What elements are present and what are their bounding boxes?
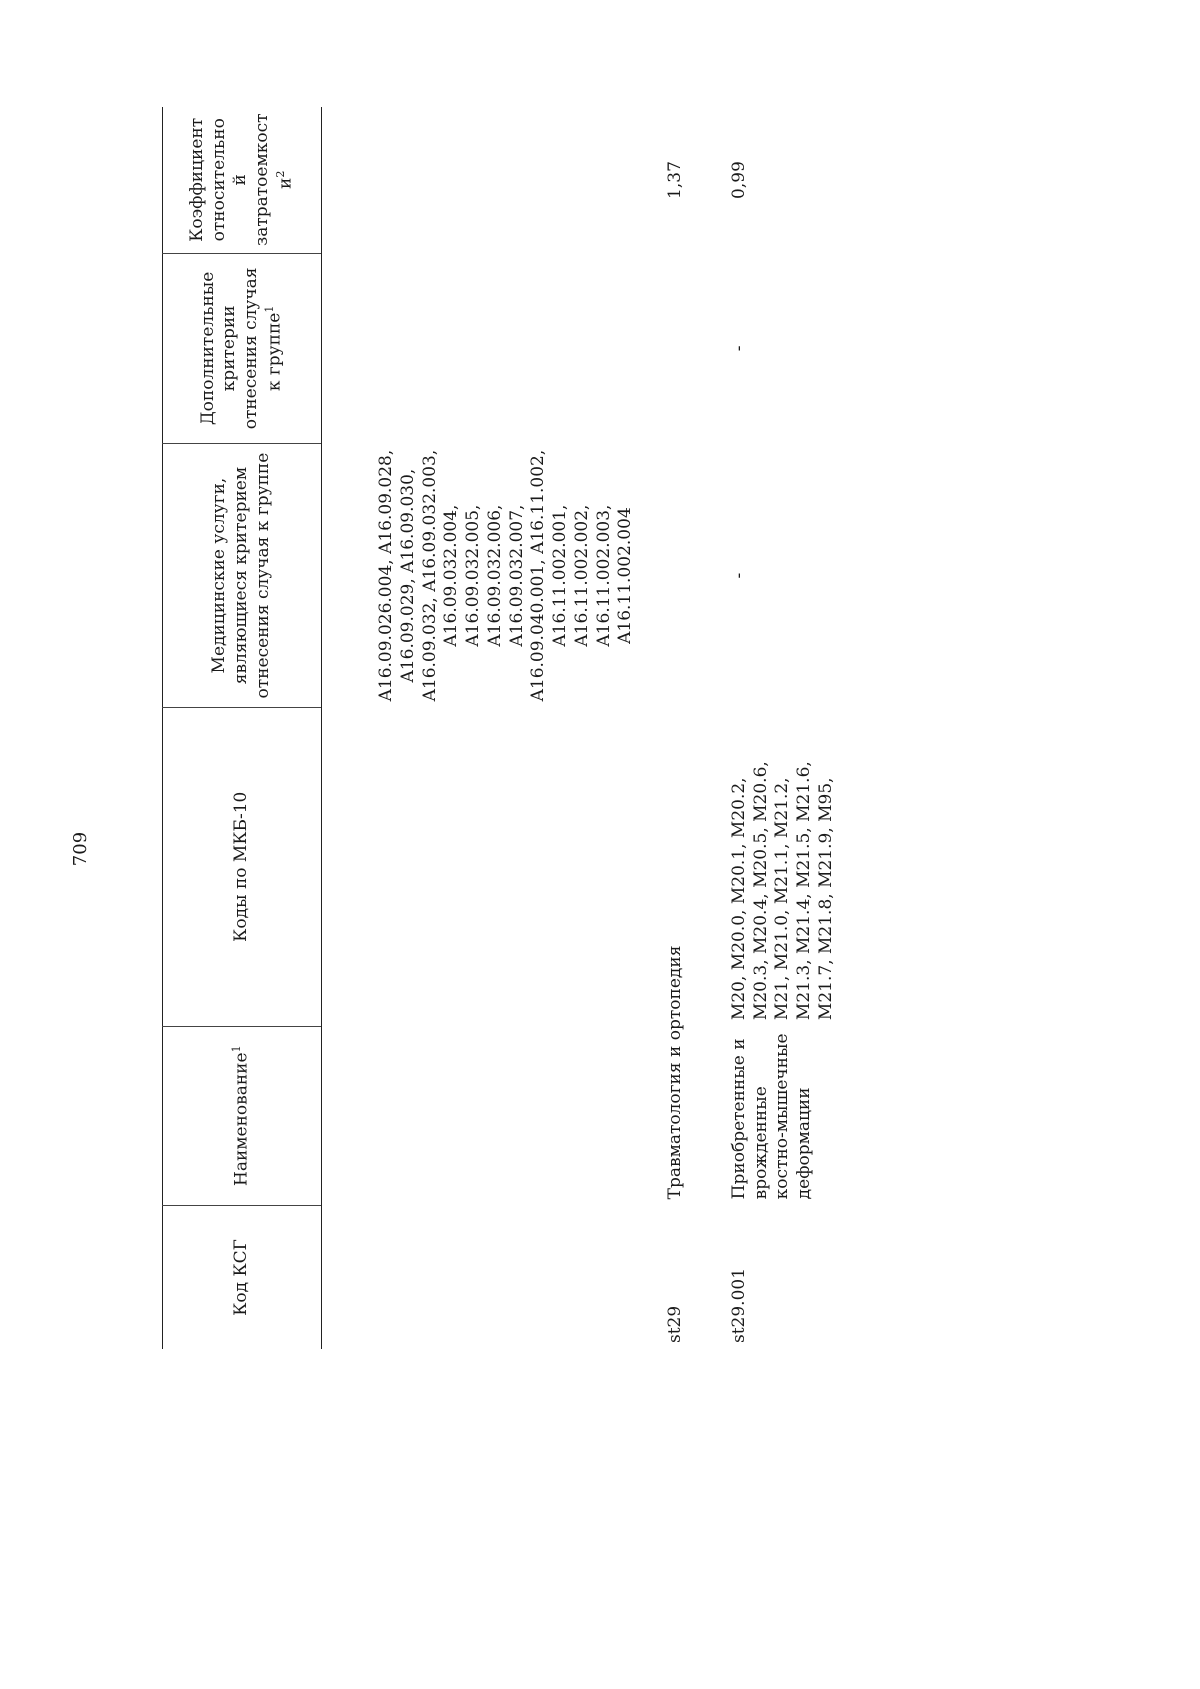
header-name [163, 1026, 322, 1205]
page-number: 709 [70, 831, 91, 867]
header-services-label: Медицинские услуги, являющиеся критерием отнесения случая к группе [209, 452, 273, 699]
cell-empty [322, 1026, 638, 1205]
mkb-code-line: M20, M20.0, M20.1, M20.2, [728, 777, 749, 1021]
header-coefficient-line-5: и [275, 177, 296, 189]
service-code-line: A16.09.026.004, A16.09.028, [376, 449, 396, 702]
table-row-item [687, 107, 838, 1349]
cell-item-mkb [687, 707, 838, 1026]
service-code-line: A16.09.032, A16.09.032.003, [419, 449, 440, 702]
service-code-line: A16.11.002.001, [550, 504, 570, 647]
cell-empty [637, 253, 687, 444]
header-criteria-footnote: 1 [262, 305, 276, 313]
header-mkb [163, 707, 322, 1026]
mkb-code-line: M21, M21.0, M21.1, M21.2, [772, 777, 793, 1021]
mkb-code-line: M21.7, M21.8, M21.9, M95, [815, 777, 836, 1021]
cell-empty [322, 253, 638, 444]
service-code-line: A16.11.002.003, [593, 504, 614, 647]
mkb-code-line: M21.3, M21.4, M21.5, M21.6, [794, 761, 814, 1021]
header-coefficient-line-3: й [230, 174, 251, 186]
cell-empty [322, 707, 638, 1026]
cell-services-continuation [322, 444, 638, 708]
service-code-line: A16.11.002.002, [571, 504, 592, 647]
cell-item-code: st29.001 [728, 1267, 749, 1343]
cell-section-code: st29 [665, 1305, 685, 1343]
cell-item-services: - [728, 572, 749, 579]
service-code-line: A16.09.029, A16.09.030, [397, 468, 418, 683]
cell-item-name: Приобретенные и врожденные костно-мышечные деформации [728, 1033, 814, 1200]
header-coefficient-line-1: Коэффициент [186, 117, 207, 242]
service-code-line: A16.09.032.006, [484, 504, 505, 647]
header-services [163, 444, 322, 708]
header-code-label: Код КСГ [231, 1239, 252, 1316]
cell-section-coefficient: 1,37 [665, 161, 685, 199]
header-coefficient-footnote: 2 [273, 170, 287, 178]
header-name-label: Наименование [231, 1052, 252, 1186]
header-mkb-label: Коды по МКБ-10 [231, 791, 252, 942]
service-code-line: A16.11.002.004 [615, 507, 636, 644]
cell-item-coefficient: 0,99 [728, 161, 749, 199]
header-coefficient [163, 107, 322, 253]
service-code-line: A16.09.032.007, [506, 504, 527, 647]
service-code-line: A16.09.032.005, [463, 504, 483, 647]
service-code-line: A16.09.032.004, [441, 504, 462, 647]
header-coefficient-line-4: затратоемкост [252, 113, 273, 247]
table-header-row [163, 107, 322, 1349]
table-row-section [637, 107, 687, 1349]
service-code-line: A16.09.040.001, A16.11.002, [528, 449, 549, 702]
header-criteria [163, 253, 322, 444]
cell-section-name: Травматология и ортопедия [665, 945, 685, 1200]
ksg-table [162, 107, 838, 1349]
header-code [163, 1205, 322, 1349]
header-coefficient-line-2: относительно [208, 118, 229, 242]
cell-empty [322, 1205, 638, 1349]
mkb-code-line: M20.3, M20.4, M20.5, M20.6, [750, 761, 771, 1021]
header-name-footnote: 1 [230, 1045, 244, 1053]
table-row-continuation [322, 107, 638, 1349]
cell-empty [322, 107, 638, 253]
cell-item-criteria: - [728, 345, 749, 352]
header-criteria-label: Дополнительные критерии отнесения случая к группе [197, 267, 285, 430]
